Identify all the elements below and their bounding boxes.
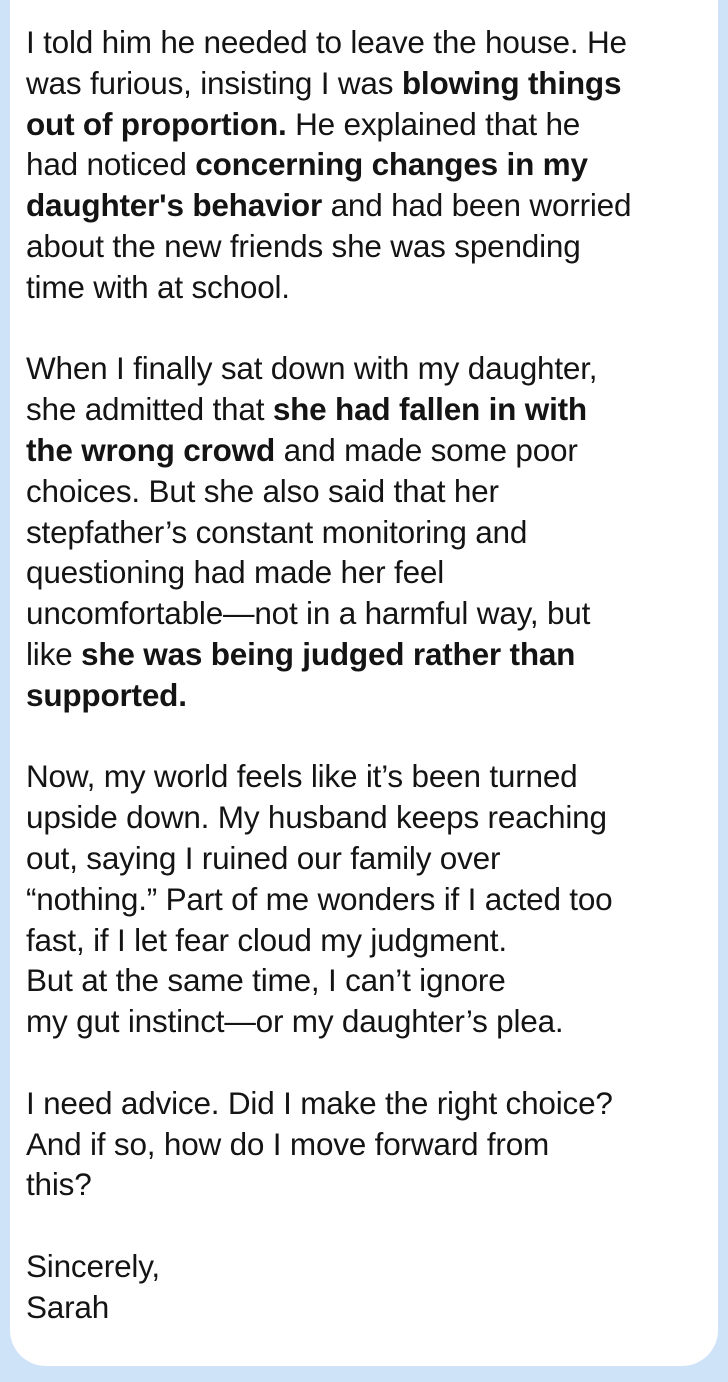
text-line [26, 920, 718, 961]
text-segment: time with at school. [26, 268, 290, 305]
signoff: Sincerely, [26, 1247, 160, 1284]
text-segment: uncomfortable—not in a harmful way, but [26, 595, 591, 632]
text-line [26, 1001, 718, 1042]
text-segment: stepfather’s constant monitoring and [26, 513, 528, 550]
letter-paragraph [26, 348, 718, 715]
letter-card [10, 0, 718, 1366]
text-segment: was furious, insisting I was [26, 64, 402, 101]
text-segment: upside down. My husband keeps reaching [26, 799, 607, 836]
text-segment: out, saying I ruined our family over [26, 839, 501, 876]
text-segment: this? [26, 1166, 92, 1203]
bold-text: concerning changes in my [195, 146, 588, 183]
text-line [26, 104, 718, 145]
text-line [26, 430, 718, 471]
text-line [26, 63, 718, 104]
bold-text: blowing things [401, 64, 622, 101]
text-line [26, 144, 718, 185]
text-segment: I told him he needed to leave the house. He [26, 24, 627, 60]
text-segment: And if so, how do I move forward from [26, 1125, 550, 1162]
text-segment: my gut instinct—or my daughter’s plea. [26, 1003, 564, 1040]
text-line [26, 552, 718, 593]
text-line [26, 756, 718, 797]
signature: Sarah [26, 1288, 110, 1325]
text-line [26, 512, 718, 553]
text-segment: and made some poor [275, 431, 578, 468]
letter-body [26, 22, 718, 1205]
bold-text: supported. [26, 676, 187, 713]
text-segment: choices. But she also said that her [26, 472, 499, 509]
text-line [26, 22, 718, 63]
bold-text: out of proportion. [26, 105, 287, 142]
closing [26, 1246, 718, 1328]
text-line [26, 838, 718, 879]
text-line [26, 267, 718, 308]
letter-paragraph [26, 1083, 718, 1205]
text-segment: and had been worried [322, 187, 632, 224]
text-segment: she admitted that [26, 391, 273, 428]
text-segment: When I finally sat down with my daughter, [26, 350, 598, 387]
text-line [26, 593, 718, 634]
letter-paragraph [26, 22, 718, 308]
text-line [26, 675, 718, 716]
text-line [26, 1124, 718, 1165]
text-segment: I need advice. Did I make the right choice? [26, 1084, 613, 1121]
text-line [26, 226, 718, 267]
text-segment: questioning had made her feel [26, 554, 445, 591]
text-line [26, 634, 718, 675]
bold-text: she had fallen in with [272, 391, 587, 428]
text-line [26, 348, 718, 389]
text-segment: Now, my world feels like it’s been turned [26, 758, 578, 795]
text-line [26, 389, 718, 430]
text-segment: had noticed [26, 146, 196, 183]
text-segment: like [26, 635, 82, 672]
bold-text: she was being judged rather than [81, 635, 576, 672]
text-segment: But at the same time, I can’t ignore [26, 962, 506, 999]
bold-text: the wrong crowd [26, 431, 276, 468]
text-line [26, 1164, 718, 1205]
text-line [26, 960, 718, 1001]
text-segment: about the new friends she was spending [26, 227, 581, 264]
text-line [26, 185, 718, 226]
text-segment: He explained that he [286, 105, 581, 142]
letter-paragraph [26, 756, 718, 1042]
text-segment: “nothing.” Part of me wonders if I acted too [26, 880, 613, 917]
text-line [26, 1083, 718, 1124]
text-line [26, 471, 718, 512]
text-segment: fast, if I let fear cloud my judgment. [26, 921, 507, 958]
text-line [26, 797, 718, 838]
bold-text: daughter's behavior [26, 187, 323, 224]
text-line [26, 879, 718, 920]
